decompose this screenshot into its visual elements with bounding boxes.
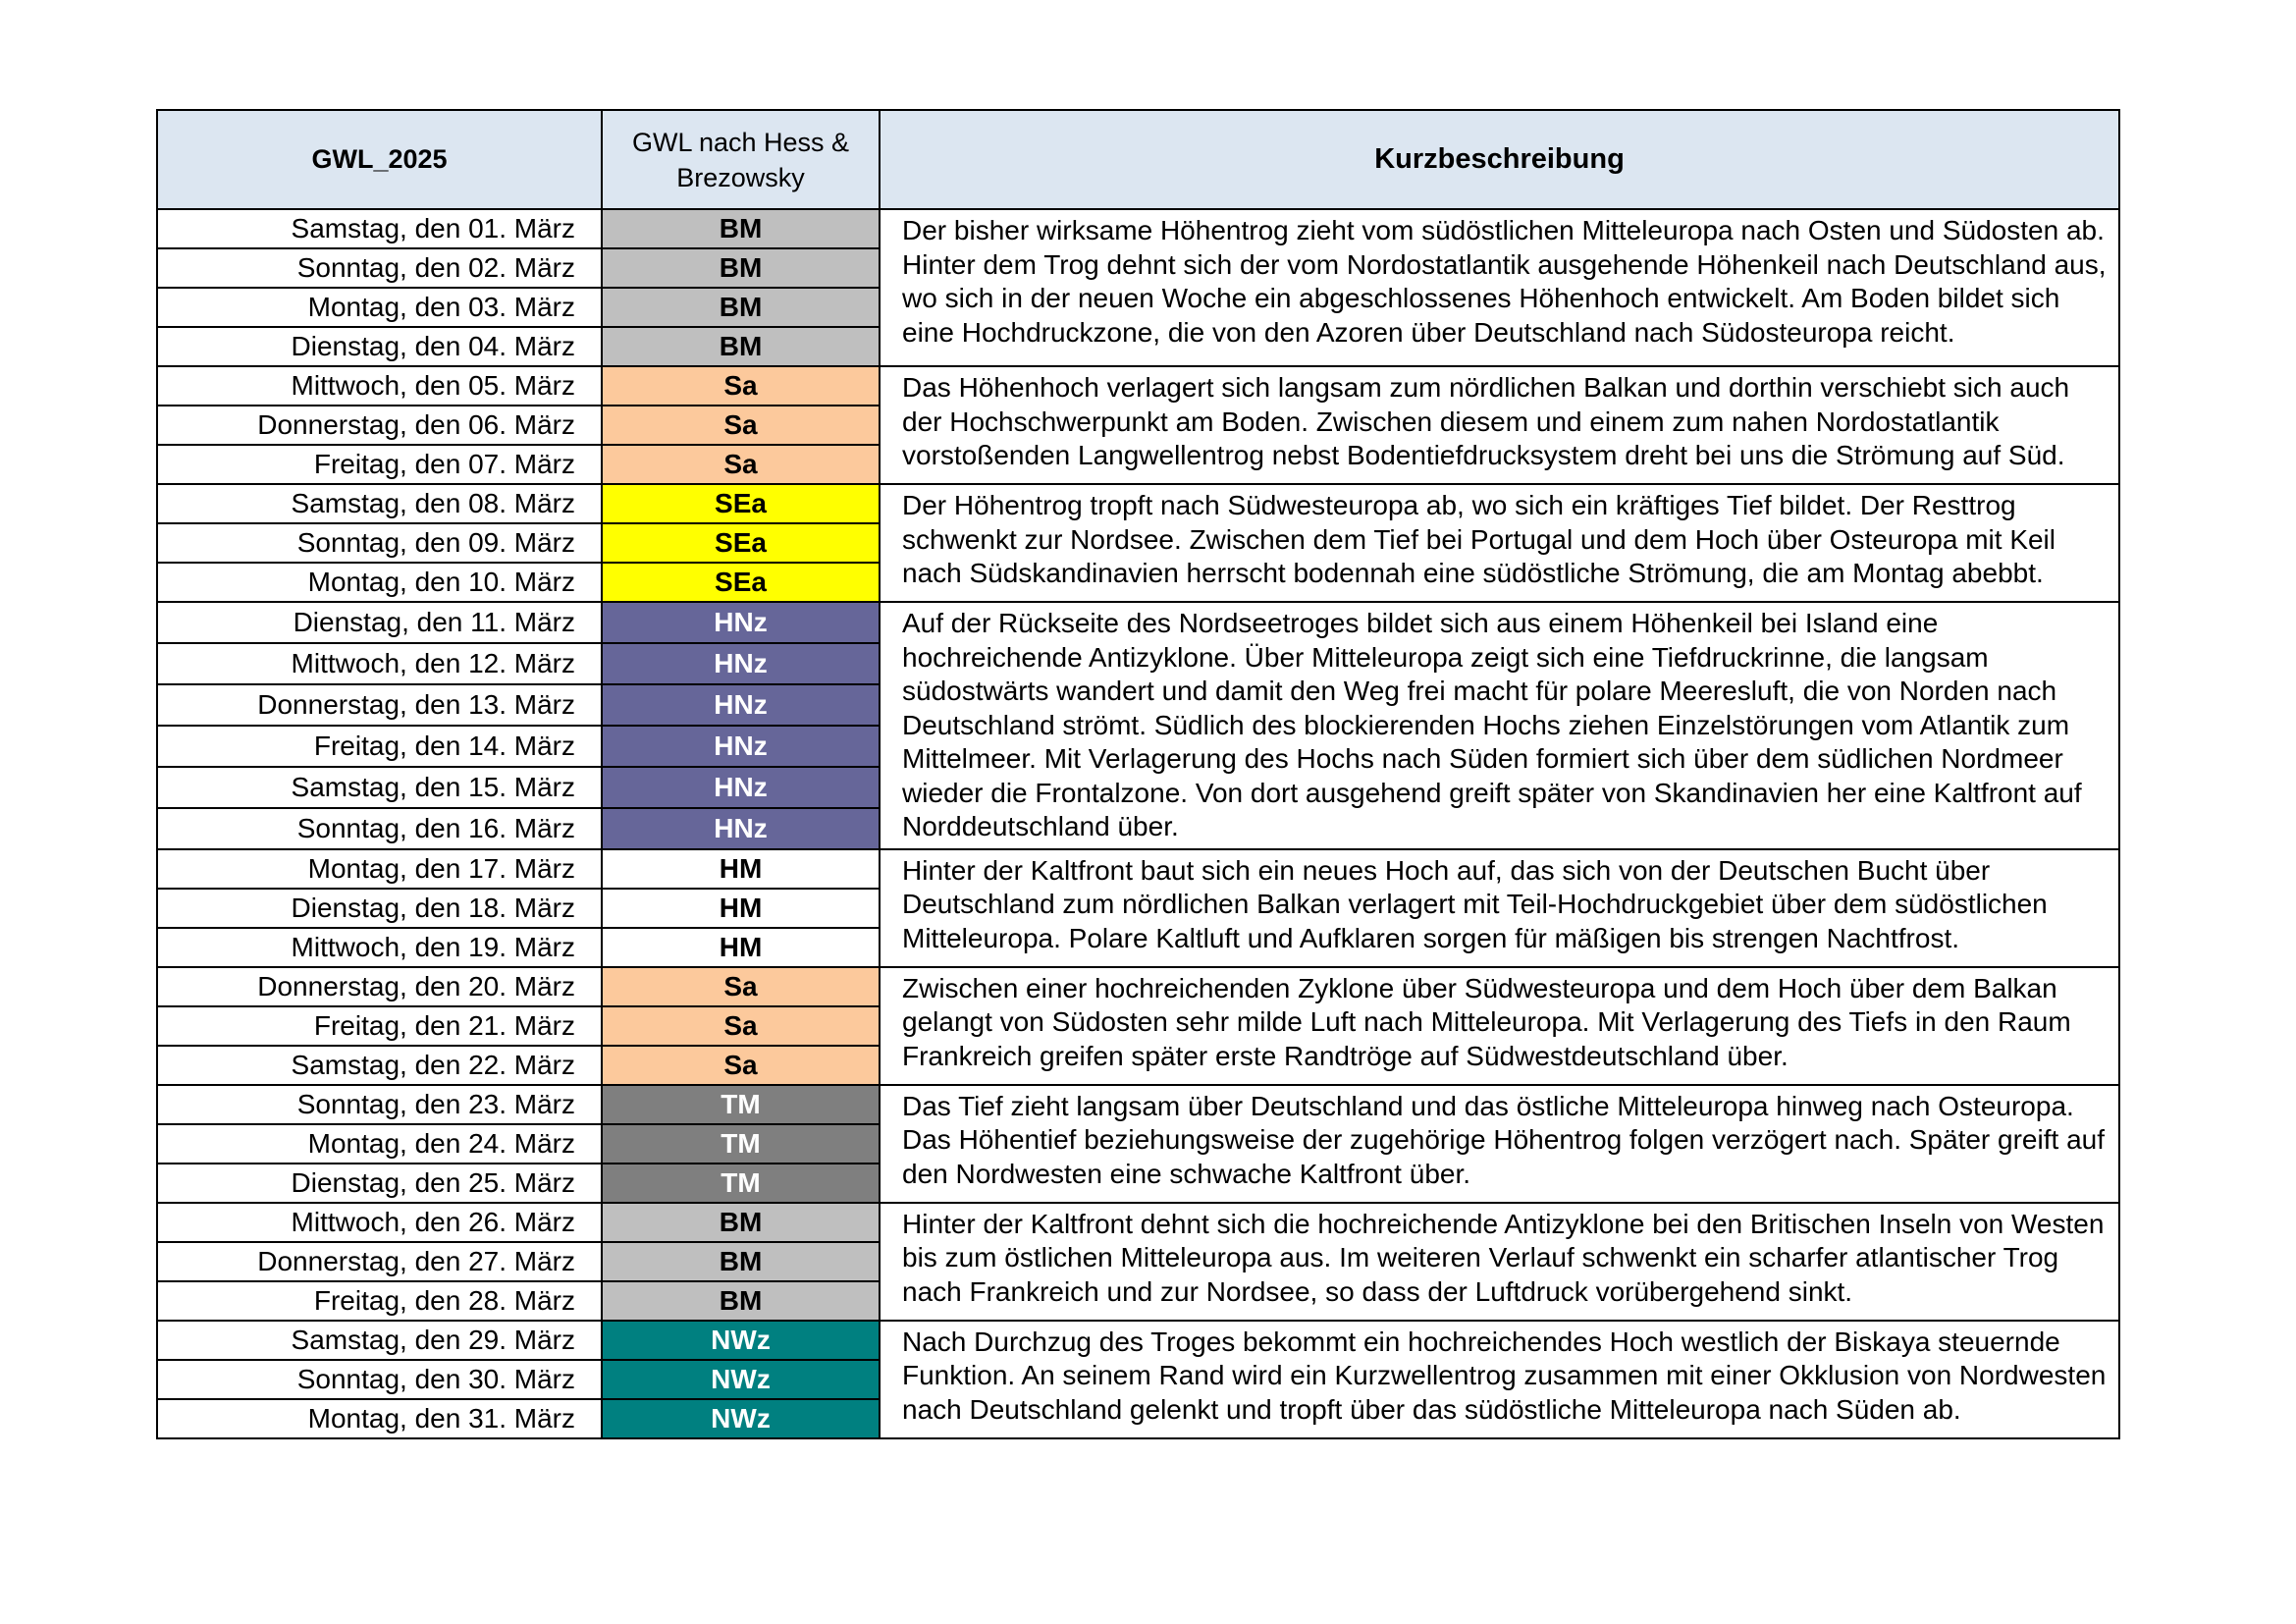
date-cell: Donnerstag, den 20. März: [157, 967, 602, 1006]
gwl-code-cell: SEa: [602, 484, 880, 523]
gwl-code-cell: Sa: [602, 366, 880, 406]
table-body: [157, 209, 2119, 1438]
gwl-code-cell: BM: [602, 248, 880, 288]
gwl-code-cell: Sa: [602, 1046, 880, 1085]
gwl-code-cell: NWz: [602, 1399, 880, 1438]
description-cell: Nach Durchzug des Troges bekommt ein hochreichendes Hoch westlich der Biskaya steuernde Funktion. An seinem Rand wird ein Kurzwellentrog zusammen mit einer Okklusion von Nordwesten nach Deutschland gelenkt und tropft über das südöstliche Mitteleuropa nach Süden ab.: [880, 1321, 2119, 1438]
table-row: [157, 209, 2119, 248]
table-row: [157, 1203, 2119, 1242]
header-gwl-hess-brezowsky: GWL nach Hess & Brezowsky: [602, 110, 880, 209]
gwl-code-cell: BM: [602, 327, 880, 366]
gwl-code-cell: HNz: [602, 726, 880, 767]
gwl-code-cell: HM: [602, 889, 880, 928]
table-row: [157, 849, 2119, 889]
header-kurzbeschreibung: Kurzbeschreibung: [880, 110, 2119, 209]
date-cell: Dienstag, den 04. März: [157, 327, 602, 366]
date-cell: Sonntag, den 16. März: [157, 808, 602, 849]
gwl-code-cell: BM: [602, 1203, 880, 1242]
date-cell: Samstag, den 08. März: [157, 484, 602, 523]
date-cell: Mittwoch, den 12. März: [157, 643, 602, 684]
gwl-code-cell: HNz: [602, 684, 880, 726]
description-cell: Das Höhenhoch verlagert sich langsam zum nördlichen Balkan und dorthin verschiebt sich auch der Hochschwerpunkt am Boden. Zwischen diesem und einem zum nahen Nordostatlantik vorstoßenden Langwellentrog nebst Bodentiefdrucksystem dreht bei uns die Strömung auf Süd.: [880, 366, 2119, 484]
gwl-code-cell: BM: [602, 1242, 880, 1281]
gwl-table: [156, 109, 2120, 1439]
description-cell: Auf der Rückseite des Nordseetroges bildet sich aus einem Höhenkeil bei Island eine hochreichende Antizyklone. Über Mitteleuropa zeigt sich eine Tiefdruckrinne, die langsam südostwärts wandert und damit den Weg frei macht für polare Meeresluft, die von Norden nach Deutschland strömt. Südlich des blockierenden Hochs ziehen Einzelstörungen vom Atlantik zum Mittelmeer. Mit Verlagerung des Hochs nach Süden formiert sich über dem südlichen Nordmeer wieder die Frontalzone. Von dort ausgehend greift später von Skandinavien her eine Kaltfront auf Norddeutschland über.: [880, 602, 2119, 849]
gwl-code-cell: Sa: [602, 445, 880, 484]
gwl-code-cell: TM: [602, 1164, 880, 1203]
gwl-code-cell: HNz: [602, 808, 880, 849]
gwl-code-cell: Sa: [602, 967, 880, 1006]
header-gwl-2025: GWL_2025: [157, 110, 602, 209]
date-cell: Donnerstag, den 13. März: [157, 684, 602, 726]
date-cell: Sonntag, den 02. März: [157, 248, 602, 288]
date-cell: Freitag, den 21. März: [157, 1006, 602, 1046]
date-cell: Montag, den 24. März: [157, 1124, 602, 1164]
date-cell: Mittwoch, den 26. März: [157, 1203, 602, 1242]
date-cell: Montag, den 31. März: [157, 1399, 602, 1438]
date-cell: Samstag, den 29. März: [157, 1321, 602, 1360]
gwl-code-cell: NWz: [602, 1360, 880, 1399]
description-cell: Das Tief zieht langsam über Deutschland und das östliche Mitteleuropa hinweg nach Osteuropa. Das Höhentief beziehungsweise der zugehörige Höhentrog folgen verzögert nach. Später greift auf den Nordwesten eine schwache Kaltfront über.: [880, 1085, 2119, 1203]
gwl-code-cell: SEa: [602, 563, 880, 602]
date-cell: Samstag, den 22. März: [157, 1046, 602, 1085]
gwl-code-cell: BM: [602, 1281, 880, 1321]
gwl-code-cell: TM: [602, 1085, 880, 1124]
description-cell: Zwischen einer hochreichenden Zyklone über Südwesteuropa und dem Hoch über dem Balkan gelangt von Südosten sehr milde Luft nach Mitteleuropa. Mit Verlagerung des Tiefs in den Raum Frankreich greifen später erste Randtröge auf Südwestdeutschland über.: [880, 967, 2119, 1085]
date-cell: Dienstag, den 25. März: [157, 1164, 602, 1203]
date-cell: Freitag, den 28. März: [157, 1281, 602, 1321]
table-row: [157, 602, 2119, 643]
description-cell: Der Höhentrog tropft nach Südwesteuropa ab, wo sich ein kräftiges Tief bildet. Der Resttrog schwenkt zur Nordsee. Zwischen dem Tief bei Portugal und dem Hoch über Osteuropa mit Keil nach Südskandinavien herrscht bodennah eine südöstliche Strömung, die am Montag abebbt.: [880, 484, 2119, 602]
gwl-code-cell: BM: [602, 209, 880, 248]
date-cell: Samstag, den 01. März: [157, 209, 602, 248]
gwl-code-cell: Sa: [602, 406, 880, 445]
date-cell: Donnerstag, den 27. März: [157, 1242, 602, 1281]
gwl-code-cell: TM: [602, 1124, 880, 1164]
date-cell: Freitag, den 14. März: [157, 726, 602, 767]
table-row: [157, 1085, 2119, 1124]
gwl-code-cell: HNz: [602, 643, 880, 684]
gwl-code-cell: HM: [602, 849, 880, 889]
table-row: [157, 484, 2119, 523]
header-row: [157, 110, 2119, 209]
date-cell: Montag, den 10. März: [157, 563, 602, 602]
table-row: [157, 967, 2119, 1006]
date-cell: Donnerstag, den 06. März: [157, 406, 602, 445]
description-cell: Der bisher wirksame Höhentrog zieht vom südöstlichen Mitteleuropa nach Osten und Südosten ab. Hinter dem Trog dehnt sich der vom Nordostatlantik ausgehende Höhenkeil nach Deutschland aus, wo sich in der neuen Woche ein abgeschlossenes Höhenhoch entwickelt. Am Boden bildet sich eine Hochdruckzone, die von den Azoren über Deutschland nach Südosteuropa reicht.: [880, 209, 2119, 366]
date-cell: Samstag, den 15. März: [157, 767, 602, 808]
gwl-code-cell: HNz: [602, 767, 880, 808]
date-cell: Dienstag, den 11. März: [157, 602, 602, 643]
gwl-code-cell: SEa: [602, 523, 880, 563]
gwl-code-cell: BM: [602, 288, 880, 327]
date-cell: Sonntag, den 09. März: [157, 523, 602, 563]
description-cell: Hinter der Kaltfront baut sich ein neues Hoch auf, das sich von der Deutschen Bucht über Deutschland zum nördlichen Balkan verlagert mit Teil-Hochdruckgebiet über dem südöstlichen Mitteleuropa. Polare Kaltluft und Aufklaren sorgen für mäßigen bis strengen Nachtfrost.: [880, 849, 2119, 967]
description-cell: Hinter der Kaltfront dehnt sich die hochreichende Antizyklone bei den Britischen Inseln von Westen bis zum östlichen Mitteleuropa aus. Im weiteren Verlauf schwenkt ein scharfer atlantischer Trog nach Frankreich und zur Nordsee, so dass der Luftdruck vorübergehend sinkt.: [880, 1203, 2119, 1321]
date-cell: Montag, den 03. März: [157, 288, 602, 327]
gwl-code-cell: Sa: [602, 1006, 880, 1046]
date-cell: Mittwoch, den 05. März: [157, 366, 602, 406]
date-cell: Mittwoch, den 19. März: [157, 928, 602, 967]
gwl-code-cell: HNz: [602, 602, 880, 643]
date-cell: Dienstag, den 18. März: [157, 889, 602, 928]
date-cell: Sonntag, den 30. März: [157, 1360, 602, 1399]
date-cell: Sonntag, den 23. März: [157, 1085, 602, 1124]
table-row: [157, 366, 2119, 406]
date-cell: Freitag, den 07. März: [157, 445, 602, 484]
gwl-code-cell: NWz: [602, 1321, 880, 1360]
gwl-code-cell: HM: [602, 928, 880, 967]
table-row: [157, 1321, 2119, 1360]
date-cell: Montag, den 17. März: [157, 849, 602, 889]
